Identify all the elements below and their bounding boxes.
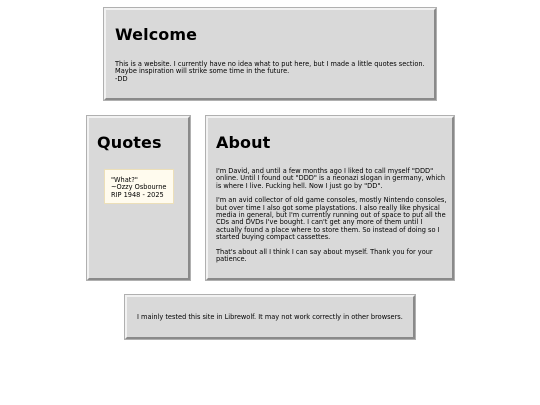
about-panel xyxy=(206,116,454,280)
quotes-panel xyxy=(87,116,190,280)
about-heading: About xyxy=(216,133,271,152)
about-paragraph: That's about all I think I can say about myself. Thank you for your patience. xyxy=(216,247,433,264)
about-content xyxy=(216,168,448,263)
welcome-text-line: Maybe inspiration will strike some time in the future. xyxy=(115,67,290,76)
quote-card xyxy=(104,169,174,204)
welcome-heading: Welcome xyxy=(115,25,198,44)
browser-note-text: I mainly tested this site in Librewolf. It may not work correctly in other browsers. xyxy=(137,313,403,321)
quote-note: RIP 1948 - 2025 xyxy=(111,190,164,199)
about-paragraph: I'm David, and until a few months ago I liked to call myself "DDD" online. Until I found out "DDD" is a neonazi slogan in germany, which is where I live. Fucking hell. Now I just go by "DD". xyxy=(216,167,446,190)
about-paragraph: I'm an avid collector of old game consoles, mostly Nintendo consoles, but over time I also got some playstations. I also really like physical media in general, but I'm currently running out of space to put all the CDs and DVDs I've bought. I can't get any more of them until I actually found a place where to store them. So instead of doing so I started buying compact cassettes. xyxy=(216,196,447,242)
quotes-heading: Quotes xyxy=(97,133,162,152)
welcome-text xyxy=(115,61,431,83)
browser-note-panel xyxy=(125,295,415,339)
quote-author: ~Ozzy Osbourne xyxy=(111,183,167,192)
welcome-signature: -DD xyxy=(115,74,128,83)
welcome-text-line: This is a website. I currently have no idea what to put here, but I made a little quotes section. xyxy=(115,60,425,68)
quote-text: "What?" xyxy=(111,176,138,184)
welcome-panel xyxy=(104,8,436,100)
